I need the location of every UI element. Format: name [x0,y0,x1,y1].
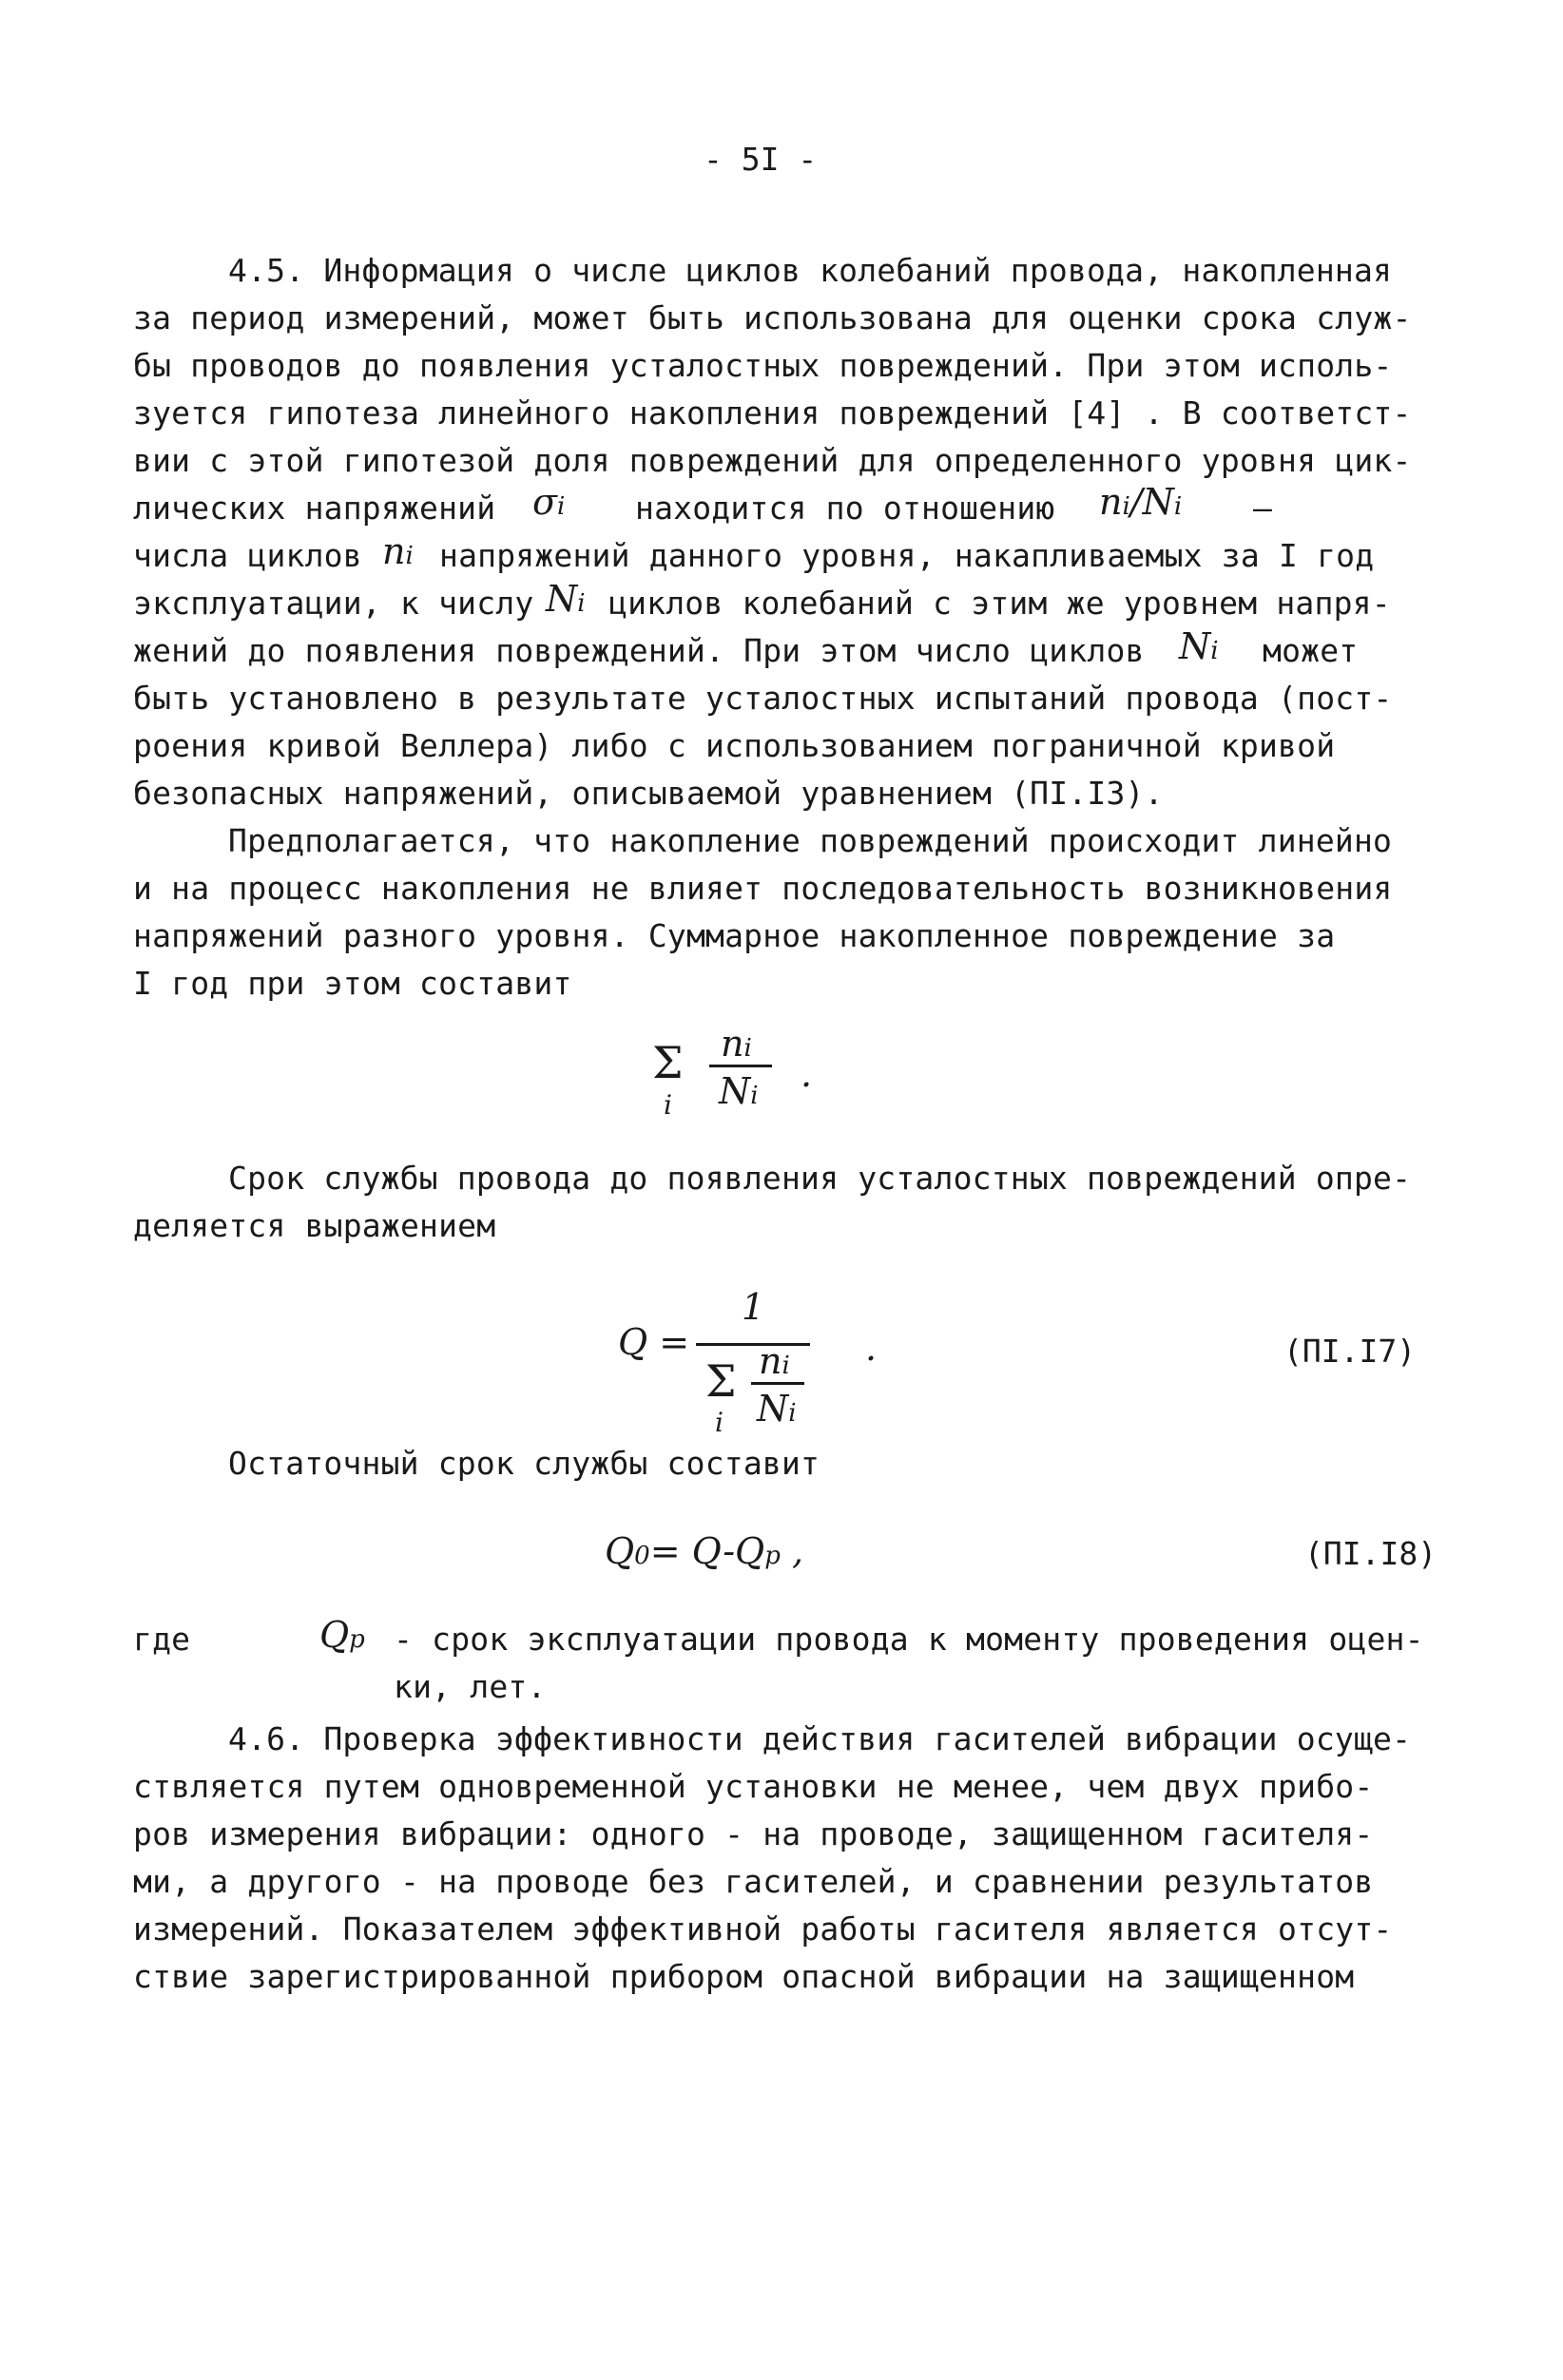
eq18-label: (ПI.I8) [1304,1535,1438,1572]
residual-line: Остаточный срок службы составит [228,1445,820,1482]
para-service-line-2: деляется выражением [133,1207,496,1244]
para-assume-line-1: Предполагается, что накопление повреждений происходит линейно [228,822,1393,859]
para-assume-line-4: I год при этом составит [133,965,572,1002]
para-4-5-line-3: бы проводов до появления усталостных повреждений. При этом исполь- [133,347,1393,384]
para-4-5-line-4: зуется гипотеза линейного накопления повреждений [4] . В соответст- [133,394,1412,432]
para-4-6-line-4: ми, а другого - на проводе без гасителей, и сравнении результатов [133,1863,1374,1900]
sigma-symbol: σi [532,481,566,523]
para-4-5-line-7b: напряжений данного уровня, накапливаемых за I год [439,537,1375,574]
eq17-inner-denominator: Ni [757,1388,797,1430]
N-i-symbol: Ni [546,578,586,620]
para-4-5-line-11: роения кривой Веллера) либо с использованием пограничной кривой [133,727,1336,764]
sum-denominator: Ni [719,1070,759,1112]
ratio-n-over-N: ni/Ni [1099,481,1183,523]
eq17-label: (ПI.I7) [1283,1333,1417,1370]
sum-dot: . [801,1053,813,1095]
eq17-dot: . [865,1327,878,1369]
para-4-5-line-5: вии с этой гипотезой доля повреждений для определенного уровня цик- [133,442,1412,479]
eq17-sum-index: i [715,1407,724,1438]
para-4-5-line-2: за период измерений, может быть использована для оценки срока служ- [133,299,1412,336]
sum-index: i [664,1089,672,1121]
para-service-line-1: Срок службы провода до появления усталостных повреждений опре- [228,1160,1412,1197]
para-4-5-line-9a: жений до появления повреждений. При этом число циклов [133,632,1145,669]
where-Qp: Qp [319,1614,365,1656]
eq18-formula: Q0= Q-Qp , [605,1530,804,1572]
para-4-5-line-9b: может [1263,632,1359,669]
sum-fraction-bar [709,1065,772,1067]
where-text-line-2: ки, лет. [394,1668,547,1705]
para-4-5-dash: – [1253,489,1273,527]
N-i-symbol-2: Ni [1179,625,1219,667]
eq17-inner-bar [751,1382,804,1385]
eq17-Q: Q = [618,1321,690,1363]
para-4-6-line-5: измерений. Показателем эффективной работы гасителя является отсут- [133,1910,1393,1948]
where-word: где [133,1621,191,1658]
para-4-5-line-6a: лических напряжений [133,489,496,527]
para-4-5-line-8a: эксплуатации, к числу [133,585,534,622]
eq17-numerator-one: 1 [742,1286,765,1328]
sum-sign: Σ [652,1037,684,1088]
sum-numerator: ni [721,1023,752,1065]
para-assume-line-3: напряжений разного уровня. Суммарное накопленное повреждение за [133,917,1336,954]
eq17-inner-numerator: ni [759,1340,790,1382]
para-4-5-line-1: 4.5. Информация о числе циклов колебаний провода, накопленная [228,252,1393,289]
n-i-symbol: ni [382,530,414,572]
para-4-6-line-2: ствляется путем одновременной установки не менее, чем двух прибо- [133,1768,1374,1805]
page-number: - 5I - [704,141,818,178]
where-text-line-1: - срок эксплуатации провода к моменту проведения оцен- [394,1621,1424,1658]
para-4-5-line-12: безопасных напряжений, описываемой уравнением (ПI.I3). [133,775,1164,812]
para-assume-line-2: и на процесс накопления не влияет последовательность возникновения [133,870,1393,907]
para-4-6-line-6: ствие зарегистрированной прибором опасной вибрации на защищенном [133,1958,1355,1995]
para-4-5-line-8b: циклов колебаний с этим же уровнем напря- [608,585,1391,622]
para-4-5-line-10: быть установлено в результате усталостных испытаний провода (пост- [133,680,1393,717]
para-4-5-line-7a: числа циклов [133,537,362,574]
para-4-5-line-6b: находится по отношению [635,489,1055,527]
para-4-6-line-1: 4.6. Проверка эффективности действия гасителей вибрации осуще- [228,1720,1412,1757]
eq17-main-bar [696,1343,810,1346]
eq17-sum-sign: Σ [705,1355,737,1407]
para-4-6-line-3: ров измерения вибрации: одного - на проводе, защищенном гасителя- [133,1815,1374,1852]
